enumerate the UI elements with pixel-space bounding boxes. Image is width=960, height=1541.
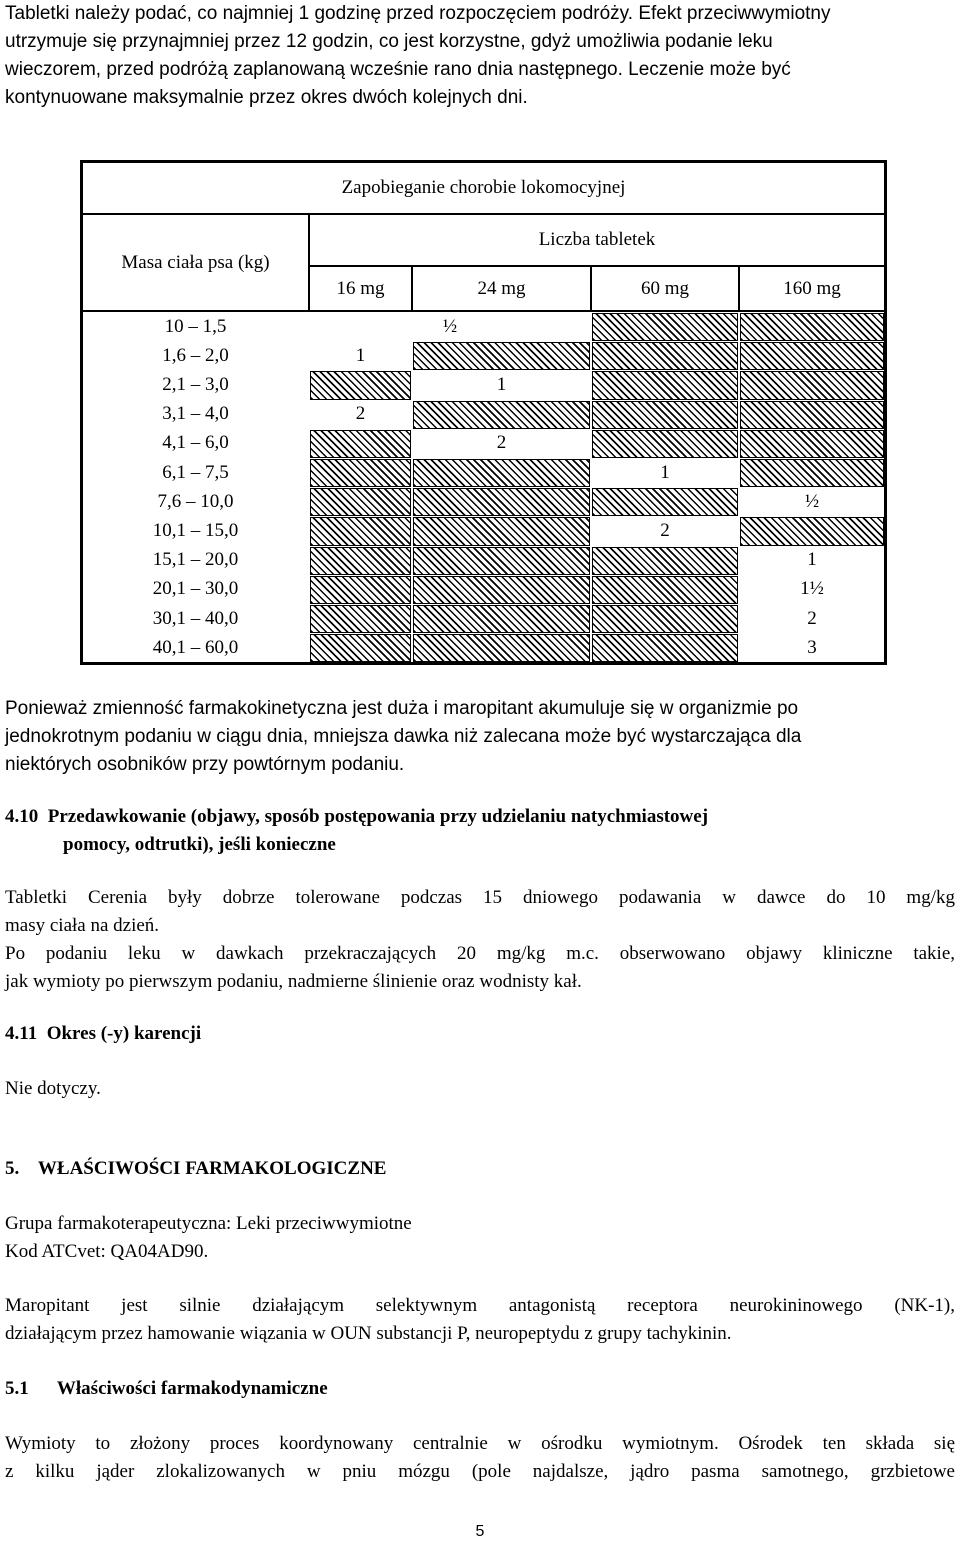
tablet-count: ½ (804, 490, 820, 512)
heading-line: 4.11 Okres (-y) karencji (5, 1023, 202, 1044)
row-mass-range: 6,1 – 7,5 (162, 461, 229, 483)
hatched-cell (310, 488, 411, 516)
column-header-16mg: 16 mg (336, 277, 385, 299)
hatched-cell (413, 576, 590, 604)
hatched-cell (413, 459, 590, 487)
column-header-60mg: 60 mg (640, 277, 690, 299)
intro-line: Tabletki należy podać, co najmniej 1 godzinę przed rozpoczęciem podróży. Efekt przeciwwymiotny (5, 3, 831, 24)
hatched-cell (740, 459, 884, 487)
intro-line: kontynuowane maksymalnie przez okres dwóch kolejnych dni. (5, 87, 528, 108)
intro-line: utrzymuje się przynajmniej przez 12 godzin, co jest korzystne, gdyż umożliwia podanie leku (5, 31, 773, 52)
text-line: Nie dotyczy. (5, 1078, 101, 1099)
hatched-cell (740, 342, 884, 370)
row-mass-range: 10 – 1,5 (164, 315, 227, 337)
hatched-cell (413, 605, 590, 633)
row-mass-range: 7,6 – 10,0 (157, 490, 234, 512)
hatched-cell (592, 576, 738, 604)
tablet-count: 1½ (800, 578, 824, 600)
text-line: Po podaniu leku w dawkach przekraczających 20 mg/kg m.c. obserwowano objawy kliniczne takie, (5, 943, 955, 964)
hatched-cell (592, 430, 738, 458)
text-line: jak wymioty po pierwszym podaniu, nadmierne ślinienie oraz wodnisty kał. (5, 971, 582, 992)
section-4-10-heading (5, 803, 955, 859)
hatched-cell (740, 313, 884, 341)
hatched-cell (740, 517, 884, 545)
hatched-cell (310, 605, 411, 633)
hatched-cell (310, 634, 411, 662)
mass-header: Masa ciała psa (kg) (121, 251, 270, 273)
row-mass-range: 10,1 – 15,0 (152, 519, 239, 541)
text-line: jednokrotnym podaniu w ciągu dnia, mniejsza dawka niż zalecana może być wystarczająca dla (5, 726, 802, 747)
text-line: Kod ATCvet: QA04AD90. (5, 1241, 209, 1262)
page-number: 5 (475, 1523, 485, 1540)
hatched-cell (310, 576, 411, 604)
intro-paragraph (5, 0, 955, 112)
hatched-cell (413, 517, 590, 545)
row-mass-range: 40,1 – 60,0 (152, 636, 239, 658)
hatched-cell (592, 488, 738, 516)
section-5-1-heading (5, 1375, 955, 1403)
tablet-count: 2 (660, 519, 670, 541)
hatched-cell (592, 342, 738, 370)
row-mass-range: 30,1 – 40,0 (152, 607, 239, 629)
section-5-1-body (5, 1430, 955, 1486)
hatched-cell (592, 371, 738, 399)
tablet-count: 3 (807, 636, 817, 658)
dosage-table (80, 160, 887, 665)
tablet-count: 1 (496, 373, 507, 395)
tablet-count: ½ (442, 315, 458, 337)
hatched-cell (310, 430, 411, 458)
row-mass-range: 4,1 – 6,0 (162, 432, 229, 454)
hatched-cell (740, 401, 884, 429)
column-header-24mg: 24 mg (477, 277, 526, 299)
heading-line: 4.10 Przedawkowanie (objawy, sposób postępowania przy udzielaniu natychmiastowej (5, 806, 709, 827)
text-line: Wymioty to złożony proces koordynowany centralnie w ośrodku wymiotnym. Ośrodek ten składa się (5, 1433, 955, 1454)
section-4-11-body (5, 1075, 955, 1103)
column-header-160mg: 160 mg (783, 277, 841, 299)
row-mass-range: 20,1 – 30,0 (152, 578, 239, 600)
hatched-cell (740, 371, 884, 399)
tablet-count: 1 (355, 344, 366, 366)
section-5-heading (5, 1155, 955, 1183)
section-5-paragraph (5, 1292, 955, 1348)
text-line: działającym przez hamowanie wiązania w OUN substancji P, neuropeptydu z grupy tachykinin. (5, 1323, 732, 1344)
row-mass-range: 15,1 – 20,0 (152, 549, 239, 571)
hatched-cell (413, 488, 590, 516)
section-4-10-body (5, 884, 955, 996)
hatched-cell (413, 342, 590, 370)
hatched-cell (740, 430, 884, 458)
intro-line: wieczorem, przed podróżą zaplanowaną wcześnie rano dnia następnego. Leczenie może być (5, 59, 791, 80)
heading-line: 5.1 Właściwości farmakodynamiczne (5, 1378, 328, 1399)
tablet-count: 1 (807, 549, 817, 571)
hatched-cell (413, 634, 590, 662)
hatched-cell (592, 401, 738, 429)
heading-line: pomocy, odtrutki), jeśli konieczne (63, 834, 336, 855)
tablet-count: 2 (496, 432, 507, 454)
kinetics-paragraph (5, 695, 955, 779)
hatched-cell (310, 547, 411, 575)
hatched-cell (592, 313, 738, 341)
hatched-cell (413, 401, 590, 429)
hatched-cell (310, 459, 411, 487)
hatched-cell (592, 605, 738, 633)
tablet-count: 1 (660, 461, 670, 483)
text-line: Maropitant jest silnie działającym selektywnym antagonistą receptora neurokininowego (NK-1), (5, 1295, 955, 1316)
tablets-header: Liczba tabletek (538, 229, 656, 250)
row-mass-range: 3,1 – 4,0 (162, 403, 229, 425)
row-mass-range: 1,6 – 2,0 (162, 344, 229, 366)
text-line: Tabletki Cerenia były dobrze tolerowane podczas 15 dniowego podawania w dawce do 10 mg/kg (5, 887, 955, 908)
hatched-cell (310, 371, 411, 399)
text-line: niektórych osobników przy powtórnym podaniu. (5, 754, 405, 775)
hatched-cell (592, 547, 738, 575)
heading-line: 5. WŁAŚCIWOŚCI FARMAKOLOGICZNE (5, 1158, 387, 1179)
table-title: Zapobieganie chorobie lokomocyjnej (341, 177, 626, 198)
section-4-11-heading (5, 1020, 955, 1048)
row-mass-range: 2,1 – 3,0 (162, 373, 229, 395)
text-line: Ponieważ zmienność farmakokinetyczna jest duża i maropitant akumuluje się w organizmie po (5, 698, 799, 719)
hatched-cell (592, 634, 738, 662)
section-5-classification (5, 1210, 955, 1266)
hatched-cell (413, 547, 590, 575)
text-line: masy ciała na dzień. (5, 915, 160, 936)
tablet-count: 2 (807, 607, 817, 629)
text-line: z kilku jąder zlokalizowanych w pniu mózgu (pole najdalsze, jądro pasma samotnego, grzbietowe (5, 1461, 955, 1482)
text-line: Grupa farmakoterapeutyczna: Leki przeciwwymiotne (5, 1213, 412, 1234)
hatched-cell (310, 517, 411, 545)
tablet-count: 2 (355, 403, 366, 425)
